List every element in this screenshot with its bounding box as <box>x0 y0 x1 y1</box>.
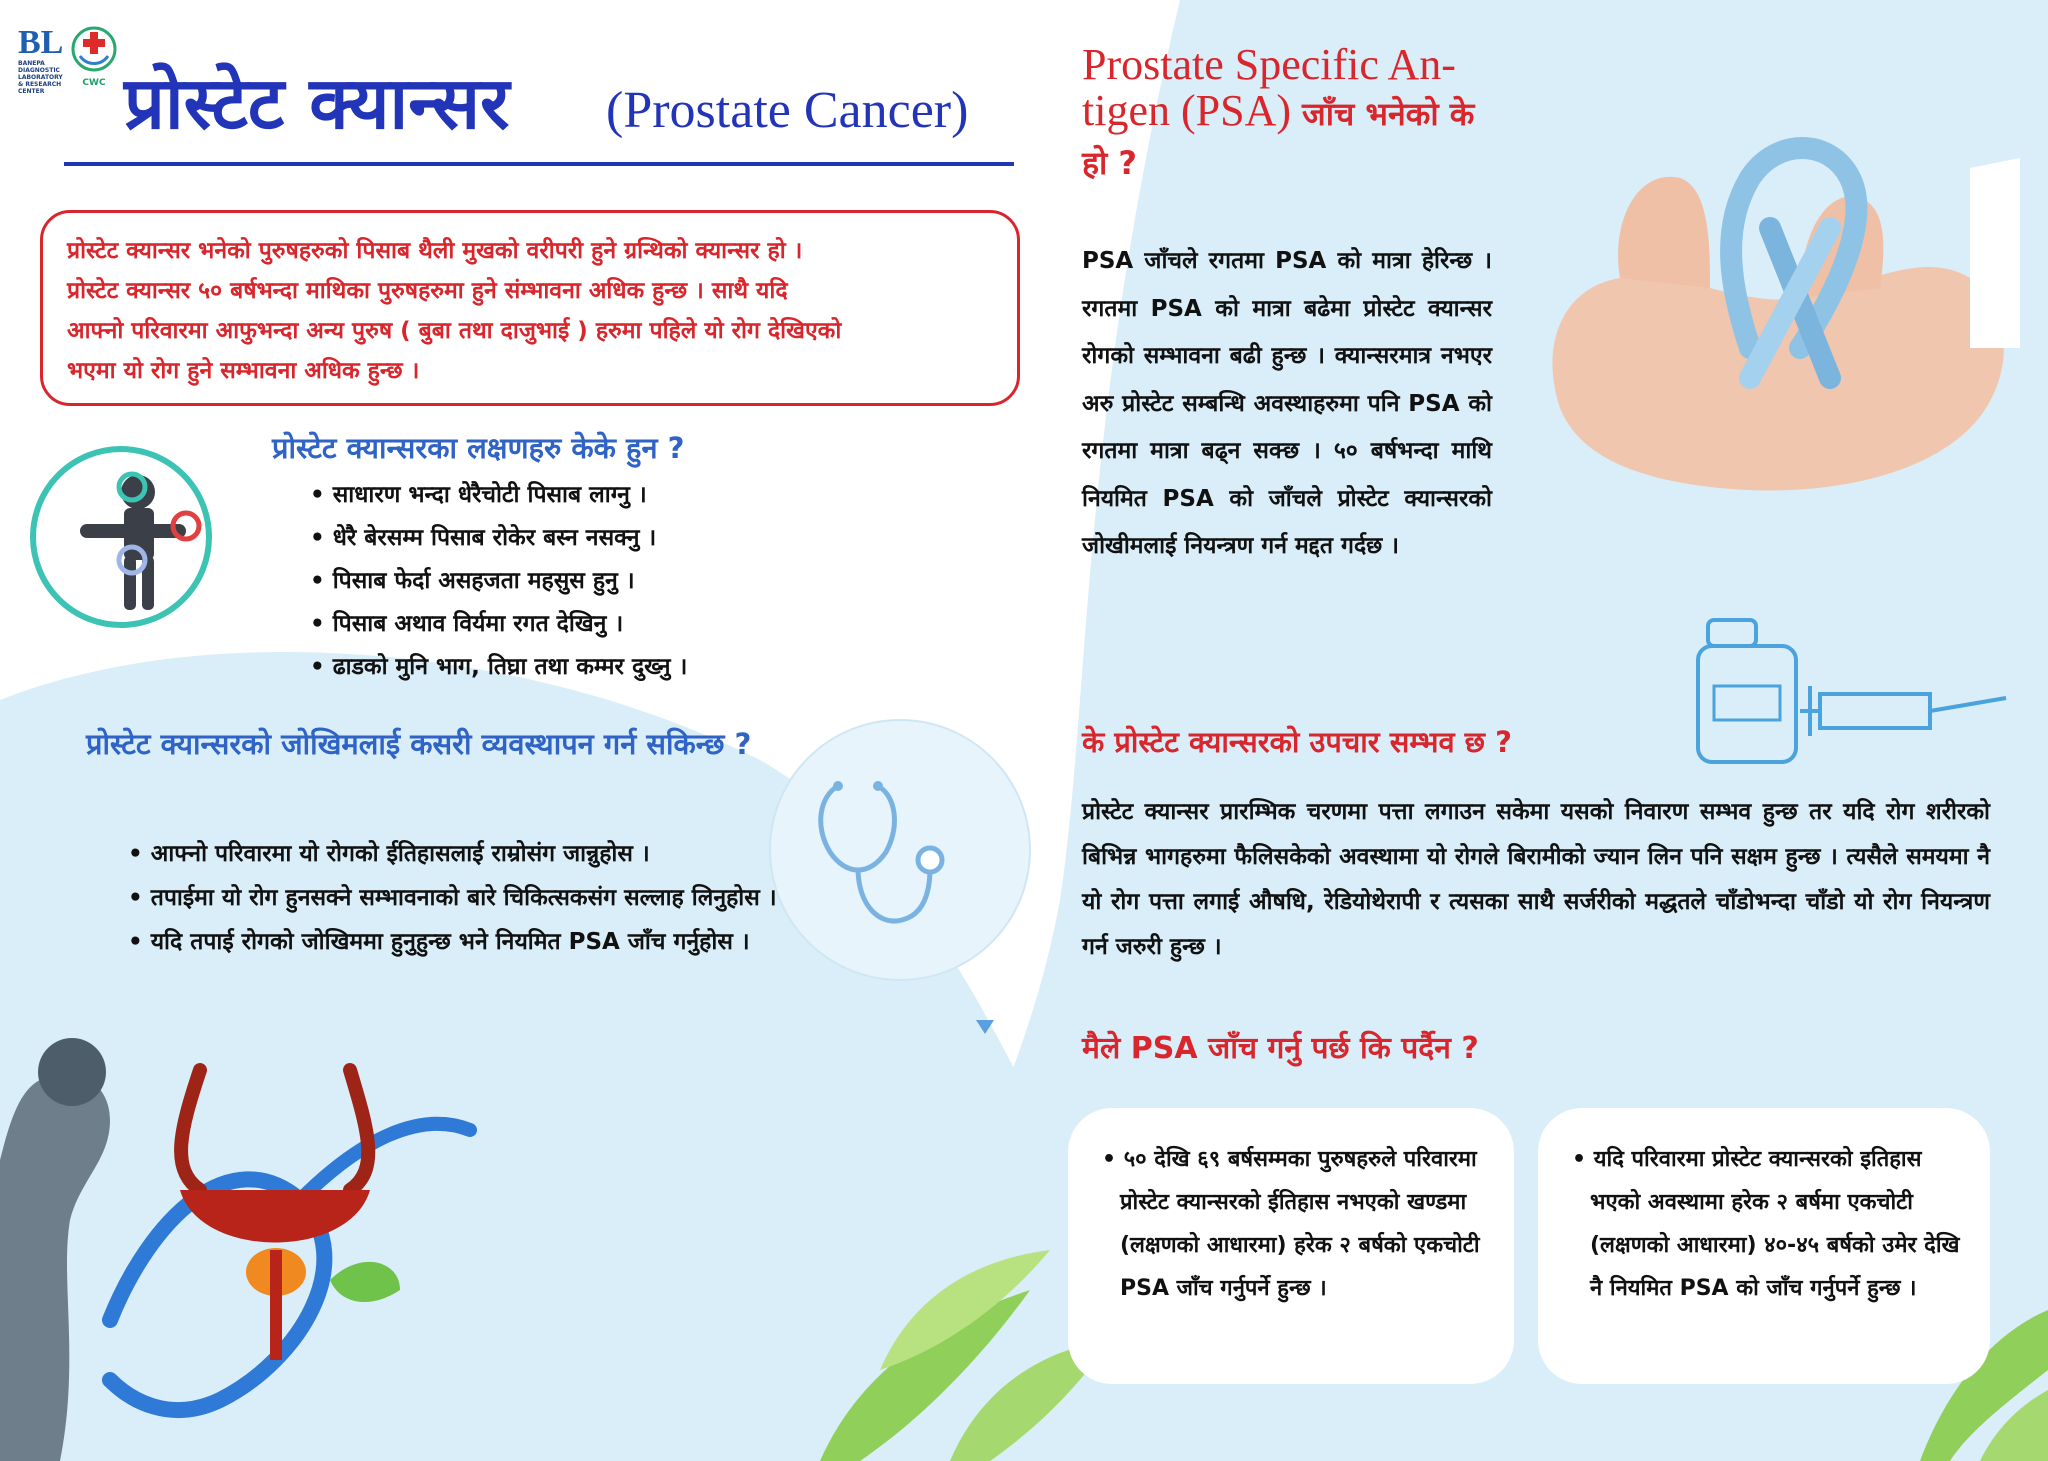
logo-bl-text: BANEPA DIAGNOSTIC LABORATORY & RESEARCH CENTER <box>18 60 63 95</box>
psa-guideline-card-family-history <box>1538 1108 1990 1384</box>
page-title-english: (Prostate Cancer) <box>606 82 969 139</box>
list-item: • यदि तपाई रोगको जोखिममा हुनुहुन्छ भने नियमित PSA जाँच गर्नुहोस । <box>128 920 808 964</box>
intro-box <box>40 210 1020 406</box>
logo-bl-mark: BL <box>18 24 64 61</box>
list-item: • ढाडको मुनि भाग, तिघ्रा तथा कम्मर दुख्नु । <box>310 646 850 689</box>
card-text: • यदि परिवारमा प्रोस्टेट क्यान्सरको इतिहास भएको अवस्थामा हरेक २ बर्षमा एकचोटी (लक्षणको आधारमा) ४०-४५ बर्षको उमेर देखि नै नियमित PSA को जाँच गर्नुपर्ने हुन्छ । <box>1572 1138 1968 1310</box>
triangle-marker-icon <box>976 1020 994 1034</box>
body-pain-icon <box>26 442 216 632</box>
treatment-heading: के प्रोस्टेट क्यान्सरको उपचार सम्भव छ ? <box>1082 725 1512 759</box>
symptoms-list <box>310 474 850 689</box>
treatment-paragraph: प्रोस्टेट क्यान्सर प्रारम्भिक चरणमा पत्ता लगाउन सकेमा यसको निवारण सम्भव हुन्छ तर यदि रोग शरीरको बिभिन्न भागहरुमा फैलिसकेको अवस्थामा यो रोगले बिरामीको ज्यान लिन पनि सक्षम हुन्छ । त्यसैले समयमा नै यो रोग पत्ता लगाई औषधि, रेडियोथेरापी र त्यसका साथै सर्जरीको मद्धतले चाँडोभन्दा चाँडो यो रोग नियन्त्रण गर्न जरुरी हुन्छ । <box>1082 799 1990 960</box>
page-title-nepali: प्रोस्टेट क्यान्सर <box>124 61 510 145</box>
cwc-emblem-icon <box>71 26 117 72</box>
symptoms-heading: प्रोस्टेट क्यान्सरका लक्षणहरु केके हुन ? <box>272 431 685 465</box>
awareness-ribbon-icon <box>1500 48 2020 518</box>
banepa-diagnostic-logo <box>18 24 64 95</box>
list-item: • पिसाब अथाव विर्यमा रगत देखिनु । <box>310 603 850 646</box>
psa-guideline-card-general <box>1068 1108 1514 1384</box>
intro-line: प्रोस्टेट क्यान्सर ५० बर्षभन्दा माथिका पुरुषहरुमा हुने संम्भावना अधिक हुन्छ । साथै यदि <box>67 278 788 304</box>
psa-heading-english: Prostate Specific An-tigen (PSA) <box>1082 40 1456 135</box>
intro-line: भएमा यो रोग हुने सम्भावना अधिक हुन्छ । <box>67 358 420 384</box>
list-item: • साधारण भन्दा धेरैचोटी पिसाब लाग्नु । <box>310 474 850 517</box>
psa-heading-nepali: जाँच भनेको के हो ? <box>1082 95 1475 182</box>
logo-cwc-text: CWC <box>82 78 106 88</box>
title-underline <box>64 162 1014 166</box>
list-item: • तपाईमा यो रोग हुनसक्ने सम्भावनाको बारे चिकित्सकसंग सल्लाह लिनुहोस । <box>128 876 808 920</box>
list-item: • पिसाब फेर्दा असहजता महसुस हुनु । <box>310 560 850 603</box>
intro-line: आफ्नो परिवारमा आफुभन्दा अन्य पुरुष ( बुबा तथा दाजुभाई ) हरुमा पहिले यो रोग देखिएको <box>67 318 842 344</box>
intro-line: प्रोस्टेट क्यान्सर भनेको पुरुषहरुको पिसाब थैली मुखको वरीपरी हुने ग्रन्थिको क्यान्सर हो । <box>67 238 803 264</box>
stethoscope-icon <box>790 756 1024 946</box>
should-test-heading: मैले PSA जाँच गर्नु पर्छ कि पर्दैन ? <box>1082 1031 1479 1066</box>
psa-heading <box>1082 42 1502 186</box>
management-list <box>128 832 808 964</box>
cwc-logo <box>70 26 118 90</box>
medicine-bottle-icon <box>1690 606 2010 776</box>
prostate-illustration <box>0 1020 520 1461</box>
list-item: • धेरै बेरसम्म पिसाब रोकेर बस्न नसक्नु । <box>310 517 850 560</box>
management-heading: प्रोस्टेट क्यान्सरको जोखिमलाई कसरी व्यवस्थापन गर्न सकिन्छ ? <box>86 727 752 761</box>
card-text: • ५० देखि ६९ बर्षसम्मका पुरुषहरुले परिवारमा प्रोस्टेट क्यान्सरको ईतिहास नभएको खण्डमा (लक्षणको आधारमा) हरेक २ बर्षको एकचोटी PSA जाँच गर्नुपर्ने हुन्छ । <box>1102 1138 1490 1310</box>
psa-paragraph: PSA जाँचले रगतमा PSA को मात्रा हेरिन्छ । रगतमा PSA को मात्रा बढेमा प्रोस्टेट क्यान्सर रोगको सम्भावना बढी हुन्छ । क्यान्सरमात्र नभएर अरु प्रोस्टेट सम्बन्धि अवस्थाहरुमा पनि PSA को रगतमा मात्रा बढ्न सक्छ । ५० बर्षभन्दा माथि नियमित PSA को जाँचले प्रोस्टेट क्यान्सरको जोखीमलाई नियन्त्रण गर्न मद्दत गर्दछ । <box>1082 248 1492 559</box>
list-item: • आफ्नो परिवारमा यो रोगको ईतिहासलाई राम्रोसंग जान्नुहोस । <box>128 832 808 876</box>
